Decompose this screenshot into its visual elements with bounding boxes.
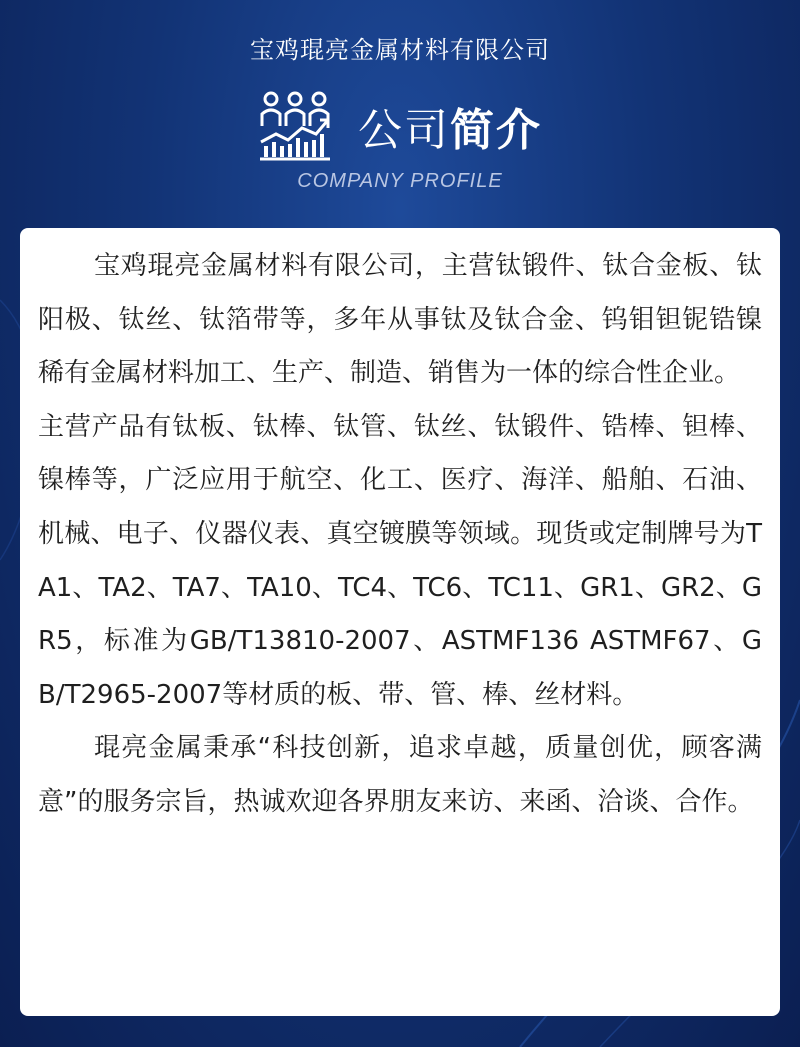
page-title bbox=[358, 94, 542, 158]
page-subtitle: COMPANY PROFILE bbox=[297, 170, 503, 192]
section-heading bbox=[0, 88, 800, 164]
mission-paragraph: 琨亮金属秉承“科技创新，追求卓越，质量创优，顾客满意”的服务宗旨，热诚欢迎各界朋友来访、来函、洽谈、合作。 bbox=[38, 733, 762, 817]
title-bold: 简介 bbox=[450, 105, 542, 156]
content-card bbox=[20, 228, 780, 1016]
team-growth-chart-icon bbox=[258, 90, 332, 162]
intro-paragraph: 宝鸡琨亮金属材料有限公司，主营钛锻件、钛合金板、钛阳极、钛丝、钛箔带等，多年从事钛及钛合金、钨钼钽铌锆镍稀有金属材料加工、生产、制造、销售为一体的综合性企业。 bbox=[38, 251, 762, 389]
title-light: 公司 bbox=[358, 105, 450, 156]
company-name: 宝鸡琨亮金属材料有限公司 bbox=[250, 36, 550, 64]
products-paragraph: 主营产品有钛板、钛棒、钛管、钛丝、钛锻件、锆棒、钽棒、镍棒等，广泛应用于航空、化工、医疗、海洋、船舶、石油、机械、电子、仪器仪表、真空镀膜等领域。现货或定制牌号为TA1、TA2、TA7、TA10、TC4、TC6、TC11、GR1、GR2、GR5，标准为GB/T13810-2007、ASTMF136 ASTMF67、GB/T2965-2007等材质的板、带、管、棒、丝材料。 bbox=[38, 411, 762, 710]
